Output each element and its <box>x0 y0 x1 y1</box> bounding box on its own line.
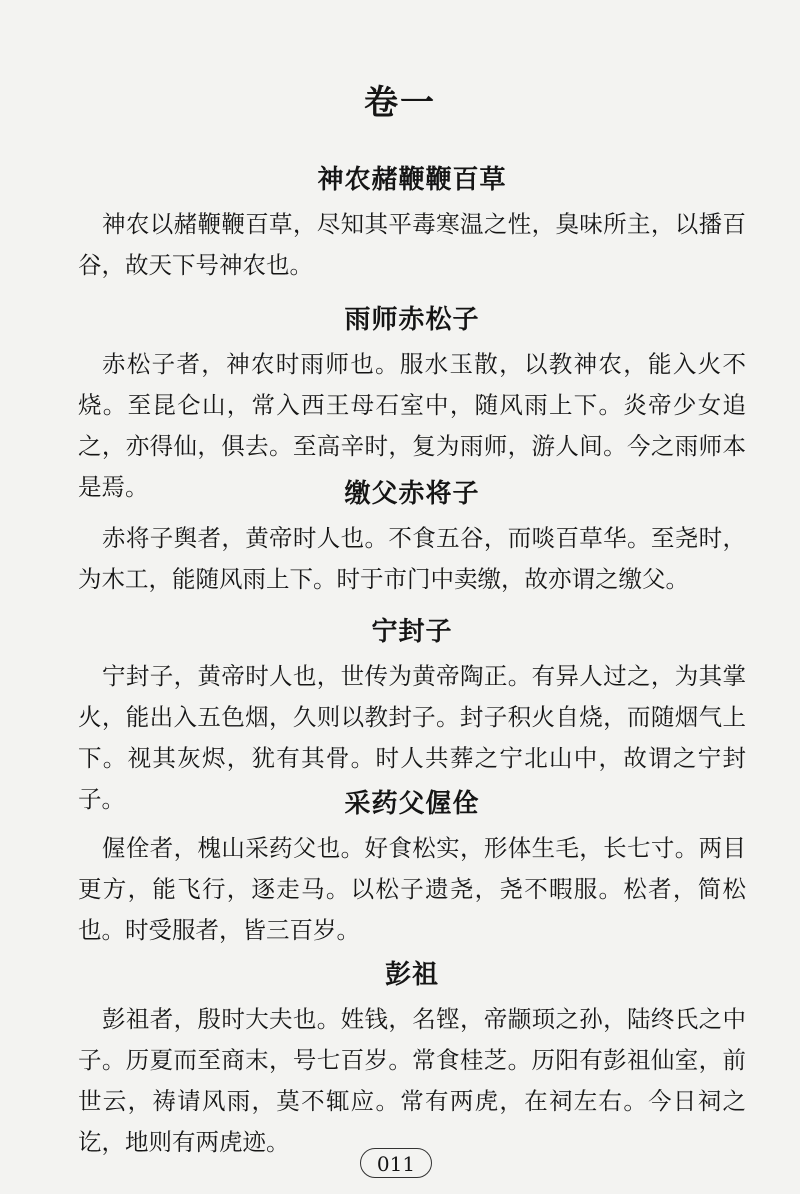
section-body: 神农以赭鞭鞭百草，尽知其平毒寒温之性，臭味所主，以播百谷，故天下号神农也。 <box>78 210 746 279</box>
section-body: 赤松子者，神农时雨师也。服水玉散，以教神农，能入火不烧。至昆仑山，常入西王母石室中，随风雨上下。炎帝少女追之，亦得仙，俱去。至高辛时，复为雨师，游人间。今之雨师本是焉。 <box>78 350 746 501</box>
section-title: 采药父偓佺 <box>344 789 480 819</box>
section-body: 赤将子舆者，黄帝时人也。不食五谷，而啖百草华。至尧时，为木工，能随风雨上下。时于市门中卖缴，故亦谓之缴父。 <box>78 524 746 593</box>
section-woquan <box>78 784 746 951</box>
section-title: 彭祖 <box>384 960 439 990</box>
section-title: 雨师赤松子 <box>344 305 480 335</box>
section-body: 彭祖者，殷时大夫也。姓钱，名铿，帝颛顼之孙，陆终氏之中子。历夏而至商末，号七百岁。常食桂芝。历阳有彭祖仙室，前世云，祷请风雨，莫不辄应。常有两虎，在祠左右。今日祠之讫，地则有两虎迹。 <box>78 1005 746 1156</box>
section-chijiangzi <box>78 474 746 600</box>
section-body: 宁封子，黄帝时人也，世传为黄帝陶正。有异人过之，为其掌火，能出入五色烟，久则以教封子。封子积火自烧，而随烟气上下。视其灰烬，犹有其骨。时人共葬之宁北山中，故谓之宁封子。 <box>78 662 746 813</box>
section-shennong <box>78 160 746 286</box>
page-number: 011 <box>360 1148 432 1178</box>
section-title: 缴父赤将子 <box>344 479 480 509</box>
section-title: 神农赭鞭鞭百草 <box>317 165 507 195</box>
section-title: 宁封子 <box>371 617 453 647</box>
section-pengzu <box>78 955 746 1163</box>
section-body: 偓佺者，槐山采药父也。好食松实，形体生毛，长七寸。两目更方，能飞行，逐走马。以松子遗尧，尧不暇服。松者，简松也。时受服者，皆三百岁。 <box>78 834 746 944</box>
volume-title: 卷一 <box>364 83 436 123</box>
